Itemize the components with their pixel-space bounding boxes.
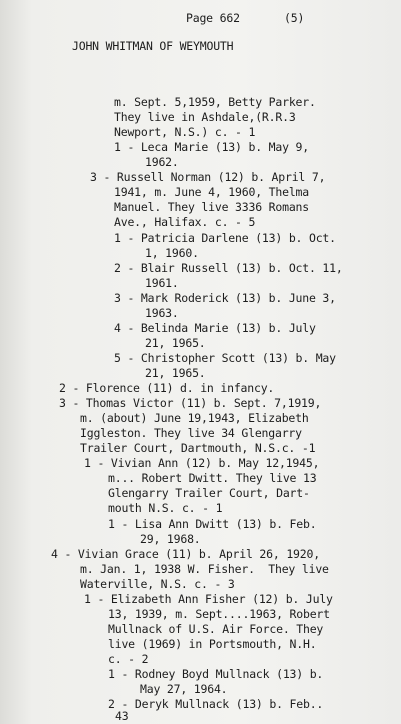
text-line: mouth N.S. c. - 1 — [108, 501, 223, 515]
text-line: 1962. — [145, 155, 179, 169]
text-line: 1961. — [145, 276, 179, 290]
text-line: 1 - Rodney Boyd Mullnack (13) b. — [108, 667, 324, 681]
text-line: 2 - Blair Russell (13) b. Oct. 11, — [114, 261, 343, 275]
text-line: Waterville, N.S. c. - 3 — [80, 577, 235, 591]
text-line: 21, 1965. — [145, 336, 206, 350]
text-line: 13, 1939, m. Sept....1963, Robert — [108, 607, 330, 621]
text-line: live (1969) in Portsmouth, N.H. — [108, 637, 317, 651]
text-line: Trailer Court, Dartmouth, N.S.c. -1 — [80, 441, 316, 455]
text-line: 4 - Belinda Marie (13) b. July — [114, 321, 316, 335]
text-line: 1 - Lisa Ann Dwitt (13) b. Feb. — [108, 517, 317, 531]
text-line: 3 - Thomas Victor (11) b. Sept. 7,1919, — [59, 396, 322, 410]
text-line: Newport, N.S.) c. - 1 — [114, 125, 256, 139]
text-line: 5 - Christopher Scott (13) b. May — [114, 351, 336, 365]
text-line: Glengarry Trailer Court, Dart- — [108, 486, 310, 500]
text-line: 2 - Florence (11) d. in infancy. — [59, 381, 275, 395]
text-line: 3 - Russell Norman (12) b. April 7, — [90, 170, 326, 184]
text-line: 1 - Vivian Ann (12) b. May 12,1945, — [84, 456, 320, 470]
text-line: c. - 2 — [108, 652, 149, 666]
text-line: m. Sept. 5,1959, Betty Parker. — [114, 95, 316, 109]
text-line: 1941, m. June 4, 1960, Thelma — [114, 185, 309, 199]
text-line: 1 - Patricia Darlene (13) b. Oct. — [114, 231, 336, 245]
text-line: Mullnack of U.S. Air Force. They — [108, 622, 324, 636]
page-footer-number: 43 — [115, 709, 129, 723]
section-number: (5) — [284, 11, 305, 25]
text-line: Ave., Halifax. c. - 5 — [114, 215, 256, 229]
text-line: Iggleston. They live 34 Glengarry — [80, 426, 302, 440]
text-line: Manuel. They live 3336 Romans — [114, 200, 309, 214]
text-line: 1963. — [145, 306, 179, 320]
page-number: Page 662 — [186, 11, 240, 25]
text-line: m... Robert Dwitt. They live 13 — [108, 471, 317, 485]
text-line: 4 - Vivian Grace (11) b. April 26, 1920, — [51, 547, 320, 561]
text-line: They live in Ashdale,(R.R.3 — [114, 110, 296, 124]
text-line: m. (about) June 19,1943, Elizabeth — [80, 411, 309, 425]
text-line: May 27, 1964. — [140, 682, 228, 696]
text-line: 2 - Deryk Mullnack (13) b. Feb.. — [108, 697, 324, 711]
text-line: 3 - Mark Roderick (13) b. June 3, — [114, 291, 336, 305]
page-title: JOHN WHITMAN OF WEYMOUTH — [72, 39, 234, 53]
text-line: 1, 1960. — [145, 246, 199, 260]
text-line: 1 - Elizabeth Ann Fisher (12) b. July — [84, 592, 333, 606]
text-line: m. Jan. 1, 1938 W. Fisher. They live — [80, 562, 329, 576]
text-line: 29, 1968. — [140, 532, 201, 546]
text-line: 1 - Leca Marie (13) b. May 9, — [114, 140, 309, 154]
text-line: 21, 1965. — [145, 366, 206, 380]
